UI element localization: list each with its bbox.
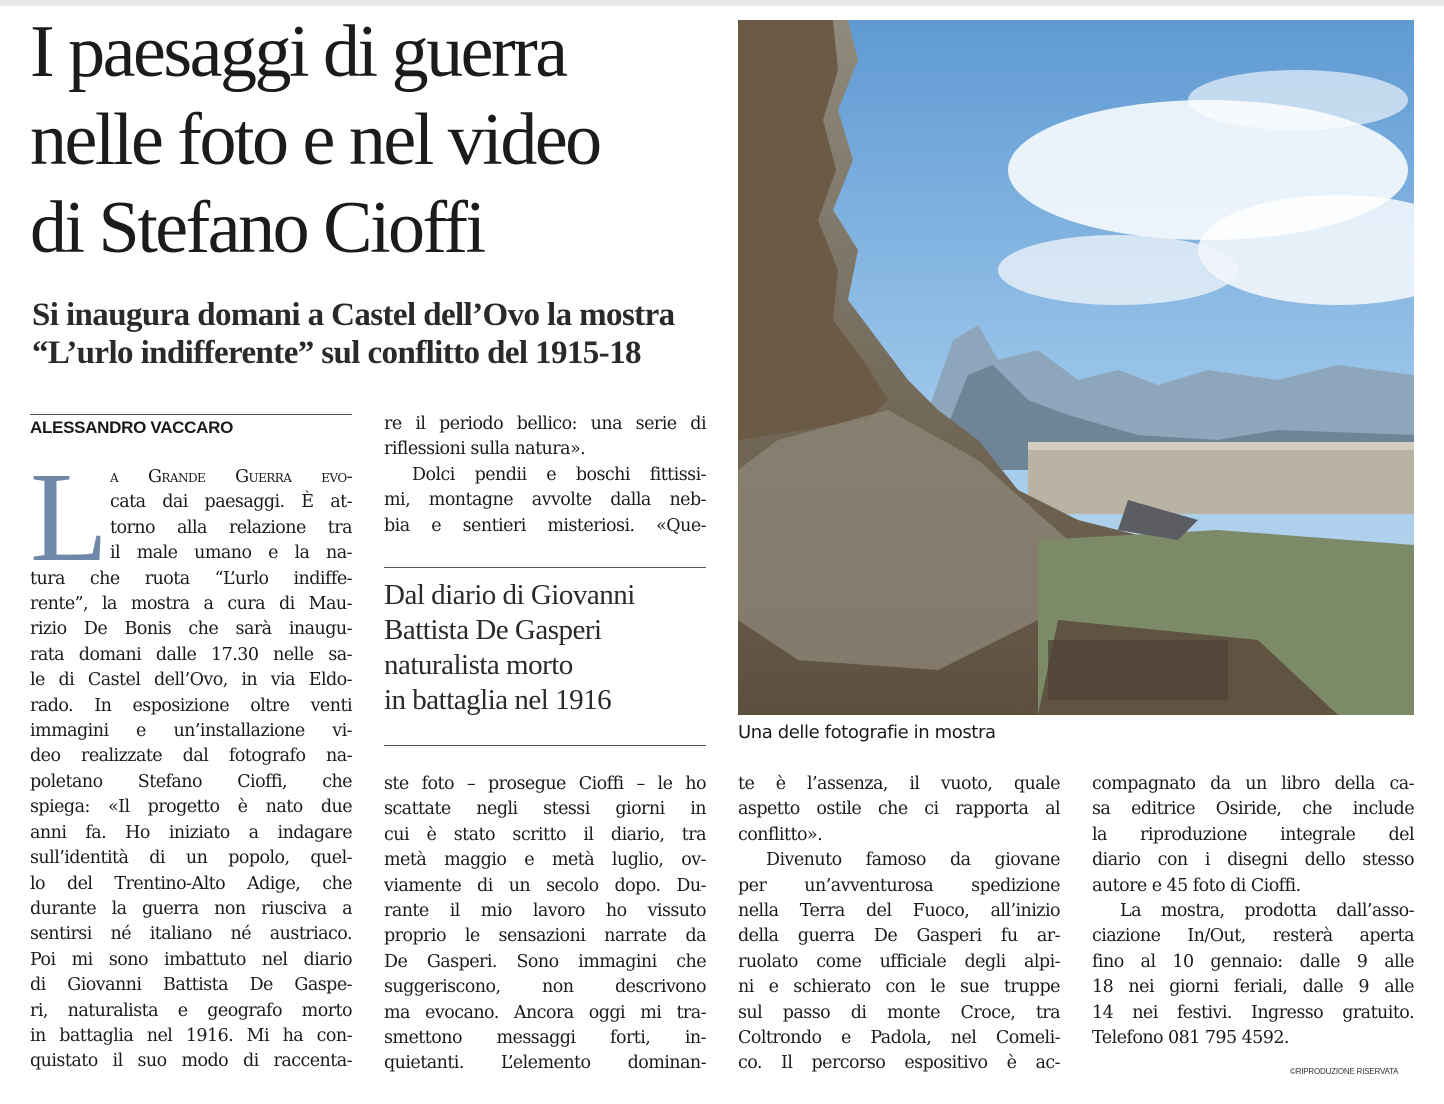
text-line: co. Il percorso espositivo è ac-	[738, 1053, 1060, 1074]
text-line: della guerra De Gasperi fu ar-	[738, 926, 1060, 947]
headline-line: I paesaggi di guerra	[30, 11, 566, 93]
text-line: viamente di un secolo dopo. Du-	[384, 875, 706, 896]
article-column-3	[738, 772, 1060, 1077]
text-line: nella Terra del Fuoco, all’inizio	[738, 901, 1060, 922]
text-line: re il periodo bellico: una serie di	[384, 414, 706, 434]
text-line: conflitto».	[738, 824, 823, 845]
pullquote-line: Battista De Gasperi	[384, 614, 602, 646]
article-column-4	[1092, 772, 1414, 1051]
text-line: De Gasperi. Sono immagini che	[384, 951, 706, 972]
text-line: riflessioni sulla natura».	[384, 439, 586, 460]
text-line: rente”, la mostra a cura di Mau-	[30, 594, 352, 615]
text-line: per un’avventurosa spedizione	[738, 875, 1060, 896]
text-line: aspetto ostile che ci rapporta al	[738, 799, 1060, 820]
text-line: sentirsi né italiano né austriaco.	[30, 924, 352, 945]
text-line: quietanti. L’elemento dominan-	[384, 1053, 706, 1074]
article-column-2-top	[384, 412, 706, 539]
text-line: te è l’assenza, il vuoto, quale	[738, 774, 1060, 794]
text-line: sa editrice Osiride, che include	[1092, 799, 1414, 820]
text-line: tura che ruota “L’urlo indiffe-	[30, 568, 352, 589]
copyright-notice: ©RIPRODUZIONE RISERVATA	[1290, 1067, 1399, 1076]
article-column-2-bottom	[384, 772, 706, 1077]
drop-cap: L	[30, 446, 109, 588]
text-line: in battaglia nel 1916. Mi ha con-	[30, 1025, 352, 1046]
text-line: cata dai paesaggi. È at-	[110, 492, 352, 513]
text-line: ni e schierato con le sue truppe	[738, 977, 1060, 998]
headline-line: nelle foto e nel video	[30, 99, 600, 181]
headline	[30, 8, 730, 272]
subhead-line: Si inaugura domani a Castel dell’Ovo la mostra	[32, 297, 675, 333]
pull-quote	[384, 578, 706, 718]
text-line: proprio le sensazioni narrate da	[384, 926, 706, 947]
text-line: ciazione In/Out, resterà aperta	[1092, 926, 1414, 947]
text-line: compagnato da un libro della ca-	[1092, 774, 1414, 794]
text-line: diario con i disegni dello stesso	[1092, 850, 1414, 871]
text-line: a Grande Guerra evo-	[110, 467, 352, 487]
text-line: cui è stato scritto il diario, tra	[384, 824, 706, 845]
text-line: rado. In esposizione oltre venti	[30, 695, 352, 716]
pullquote-rule-top	[384, 567, 706, 568]
text-line: deo realizzate dal fotografo na-	[30, 746, 352, 767]
text-line: La mostra, prodotta dall’asso-	[1120, 901, 1414, 922]
text-line: immagini e un’installazione vi-	[30, 721, 352, 742]
text-line: bia e sentieri misteriosi. «Que-	[384, 515, 706, 536]
text-line: le di Castel dell’Ovo, in via Eldo-	[30, 670, 352, 691]
text-line: rante il mio lavoro ho vissuto	[384, 901, 706, 922]
text-line: il male umano e la na-	[110, 543, 352, 564]
photo-caption: Una delle fotografie in mostra	[738, 722, 996, 743]
text-line: smettono messaggi forti, in-	[384, 1028, 706, 1049]
text-line: 18 nei giorni feriali, dalle 9 alle	[1092, 977, 1414, 998]
text-line: 14 nei festivi. Ingresso gratuito.	[1092, 1002, 1414, 1023]
mountain-landscape-image	[738, 20, 1414, 715]
text-line: ma evocano. Ancora oggi mi tra-	[384, 1002, 706, 1023]
text-line: fino al 10 gennaio: dalle 9 alle	[1092, 951, 1414, 972]
text-line: Divenuto famoso da giovane	[766, 850, 1060, 871]
text-line: di Giovanni Battista De Gaspe-	[30, 975, 352, 996]
headline-line: di Stefano Cioffi	[30, 187, 484, 269]
text-line: ste foto – prosegue Cioffi – le ho	[384, 774, 706, 794]
text-line: scattate negli stessi giorni in	[384, 799, 706, 820]
article-column-1	[30, 465, 352, 1075]
byline-rule	[30, 414, 352, 415]
subhead-line: “L’urlo indifferente” sul conflitto del 1915-18	[32, 335, 641, 371]
text-line: torno alla relazione tra	[110, 517, 352, 538]
text-line: rata domani dalle 17.30 nelle sa-	[30, 644, 352, 665]
text-line: suggeriscono, non descrivono	[384, 977, 706, 998]
pullquote-line: naturalista morto	[384, 649, 573, 681]
pullquote-rule-bottom	[384, 745, 706, 746]
text-line: quistato il suo modo di raccenta-	[30, 1051, 352, 1072]
text-line: Coltrondo e Padola, nel Comeli-	[738, 1028, 1060, 1049]
article-photo	[738, 20, 1414, 715]
byline: ALESSANDRO VACCARO	[30, 418, 234, 437]
text-line: metà maggio e metà luglio, ov-	[384, 850, 706, 871]
text-line: mi, montagne avvolte dalla neb-	[384, 490, 706, 511]
text-line: rizio De Bonis che sarà inaugu-	[30, 619, 352, 640]
text-line: poletano Stefano Cioffi, che	[30, 771, 352, 792]
text-line: sull’identità di un popolo, quel-	[30, 848, 352, 869]
text-line: lo del Trentino-Alto Adige, che	[30, 873, 352, 894]
subheadline	[32, 296, 722, 372]
pullquote-line: Dal diario di Giovanni	[384, 579, 635, 611]
text-line: Dolci pendii e boschi fittissi-	[412, 464, 706, 485]
text-line: Poi mi sono imbattuto nel diario	[30, 949, 352, 970]
text-line: durante la guerra non riusciva a	[30, 898, 352, 919]
text-line: Telefono 081 795 4592.	[1092, 1028, 1289, 1049]
text-line: anni fa. Ho iniziato a indagare	[30, 822, 352, 843]
text-line: spiega: «Il progetto è nato due	[30, 797, 352, 818]
top-edge	[0, 0, 1444, 6]
text-line: sul passo di monte Croce, tra	[738, 1002, 1060, 1023]
text-line: ri, naturalista e geografo morto	[30, 1000, 352, 1021]
text-line: autore e 45 foto di Cioffi.	[1092, 875, 1301, 896]
pullquote-line: in battaglia nel 1916	[384, 684, 612, 716]
text-line: ruolato come ufficiale degli alpi-	[738, 951, 1060, 972]
text-line: la riproduzione integrale del	[1092, 824, 1414, 845]
